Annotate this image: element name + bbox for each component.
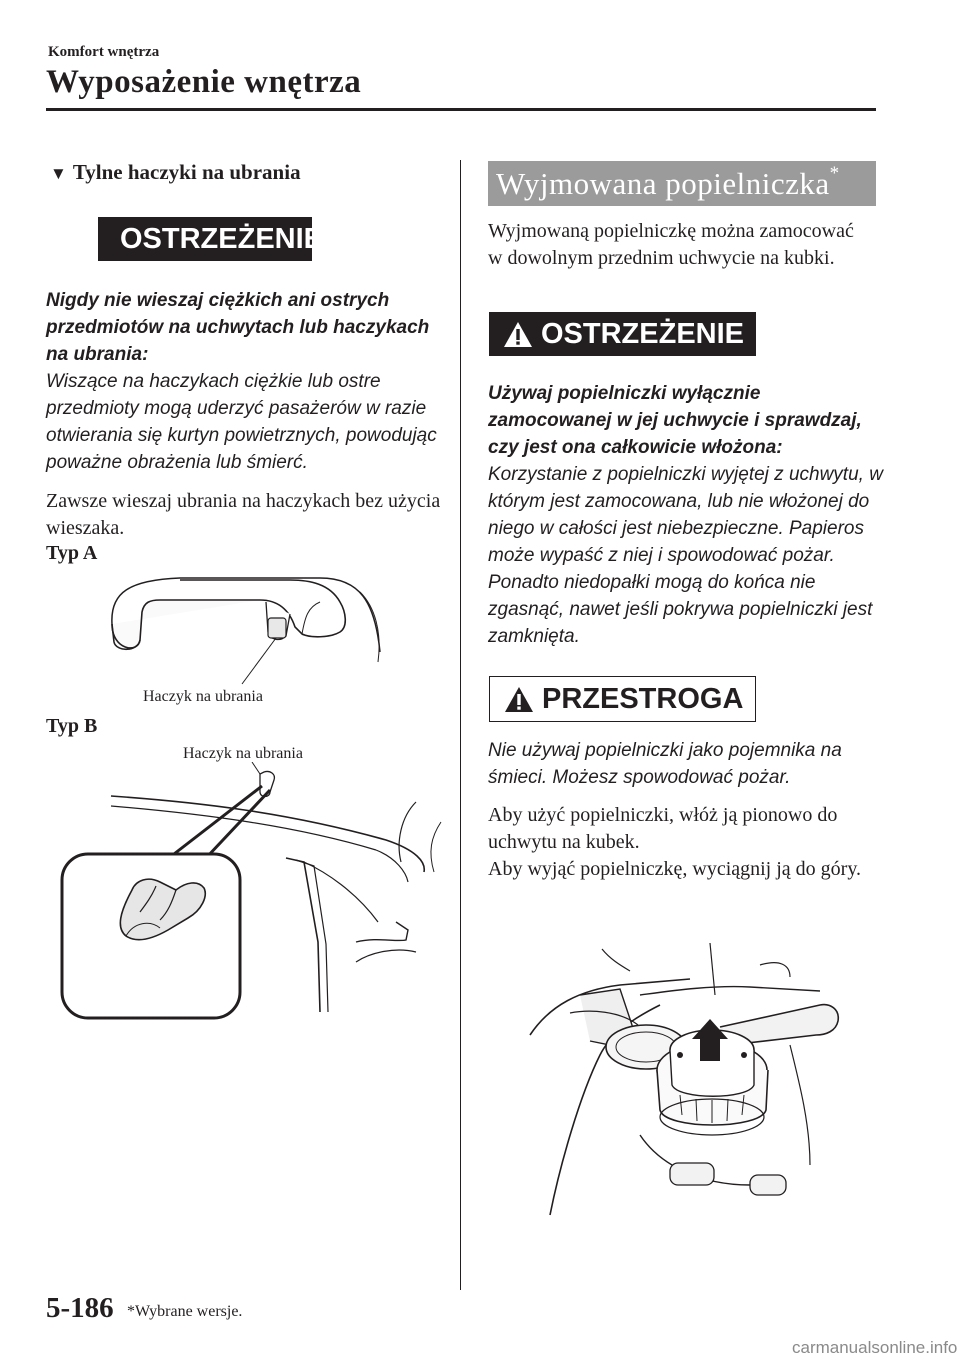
body-text: Zawsze wieszaj ubrania na haczykach bez użycia wieszaka.: [46, 490, 441, 539]
exclamation-triangle-icon: [503, 321, 533, 348]
page-number: 5-186: [46, 1292, 114, 1324]
section-header-box: [488, 161, 876, 206]
warning-text-block: [488, 380, 888, 650]
remove-instruction: Aby wyjąć popielniczkę, wyciągnij ją do góry.: [488, 858, 862, 880]
type-b-caption: Haczyk na ubrania: [183, 745, 303, 762]
subheading-text: Tylne haczyki na ubrania: [72, 160, 301, 184]
section-title: Wyjmowana popielniczka: [496, 166, 830, 201]
footnote: *Wybrane wersje.: [127, 1303, 243, 1320]
warning-text: Wiszące na haczykach ciężkie lub ostre przedmioty mogą uderzyć pasażerów w razie otwierania się kurtyn powietrznych, powodując poważne obrażenia lub śmierć.: [46, 371, 437, 473]
exclamation-triangle-icon: [504, 686, 534, 713]
insert-instruction: Aby użyć popielniczki, włóż ją pionowo do uchwytu na kubek.: [488, 804, 838, 853]
warning-badge: [489, 312, 756, 356]
intro-text: Wyjmowaną popielniczkę można zamocować w dowolnym przednim uchwycie na kubki.: [488, 220, 854, 269]
caution-text: Nie używaj popielniczki jako pojemnika na śmieci. Możesz spowodować pożar.: [488, 740, 842, 788]
warning-label: OSTRZEŻENIE: [120, 222, 324, 255]
warning-text-block: [46, 287, 446, 476]
triangle-marker-icon: ▼: [50, 164, 67, 183]
subheading: [50, 160, 301, 185]
section-kicker: Komfort wnętrza: [48, 44, 160, 60]
page-title: Wyposażenie wnętrza: [46, 64, 362, 100]
type-b-label: Typ B: [46, 715, 98, 737]
caution-label: PRZESTROGA: [542, 682, 744, 715]
type-a-label: Typ A: [46, 542, 98, 564]
title-rule: [46, 108, 876, 111]
warning-label: OSTRZEŻENIE: [541, 317, 745, 350]
warning-bold: Nigdy nie wieszaj ciężkich ani ostrych przedmiotów na uchwytach lub haczykach na ubrania:: [46, 290, 430, 365]
type-a-caption: Haczyk na ubrania: [143, 688, 263, 705]
warning-text: Korzystanie z popielniczki wyjętej z uchwytu, w którym jest zamocowana, lub nie włożonej do niego w całości jest niebezpieczne. Papieros może wypaść z niej i spowodować pożar. Ponadto niedopałki mogą do końca nie zgasnąć, nawet jeśli pokrywa popielniczki jest zamknięta.: [488, 464, 883, 647]
ashtray-in-cupholder-illustration: [520, 935, 870, 1225]
optional-mark: *: [829, 163, 840, 184]
type-b-coat-hook-illustration: [56, 762, 446, 1022]
usage-text-block: [488, 802, 868, 883]
warning-bold: Używaj popielniczki wyłącznie zamocowanej w jej uchwycie i sprawdzaj, czy jest ona całkowicie włożona:: [488, 383, 862, 458]
caution-badge: [489, 676, 756, 722]
watermark: carmanualsonline.info: [792, 1338, 958, 1357]
type-a-grip-handle-illustration: [90, 572, 390, 687]
warning-badge: [98, 217, 324, 261]
column-divider: [460, 160, 461, 1290]
